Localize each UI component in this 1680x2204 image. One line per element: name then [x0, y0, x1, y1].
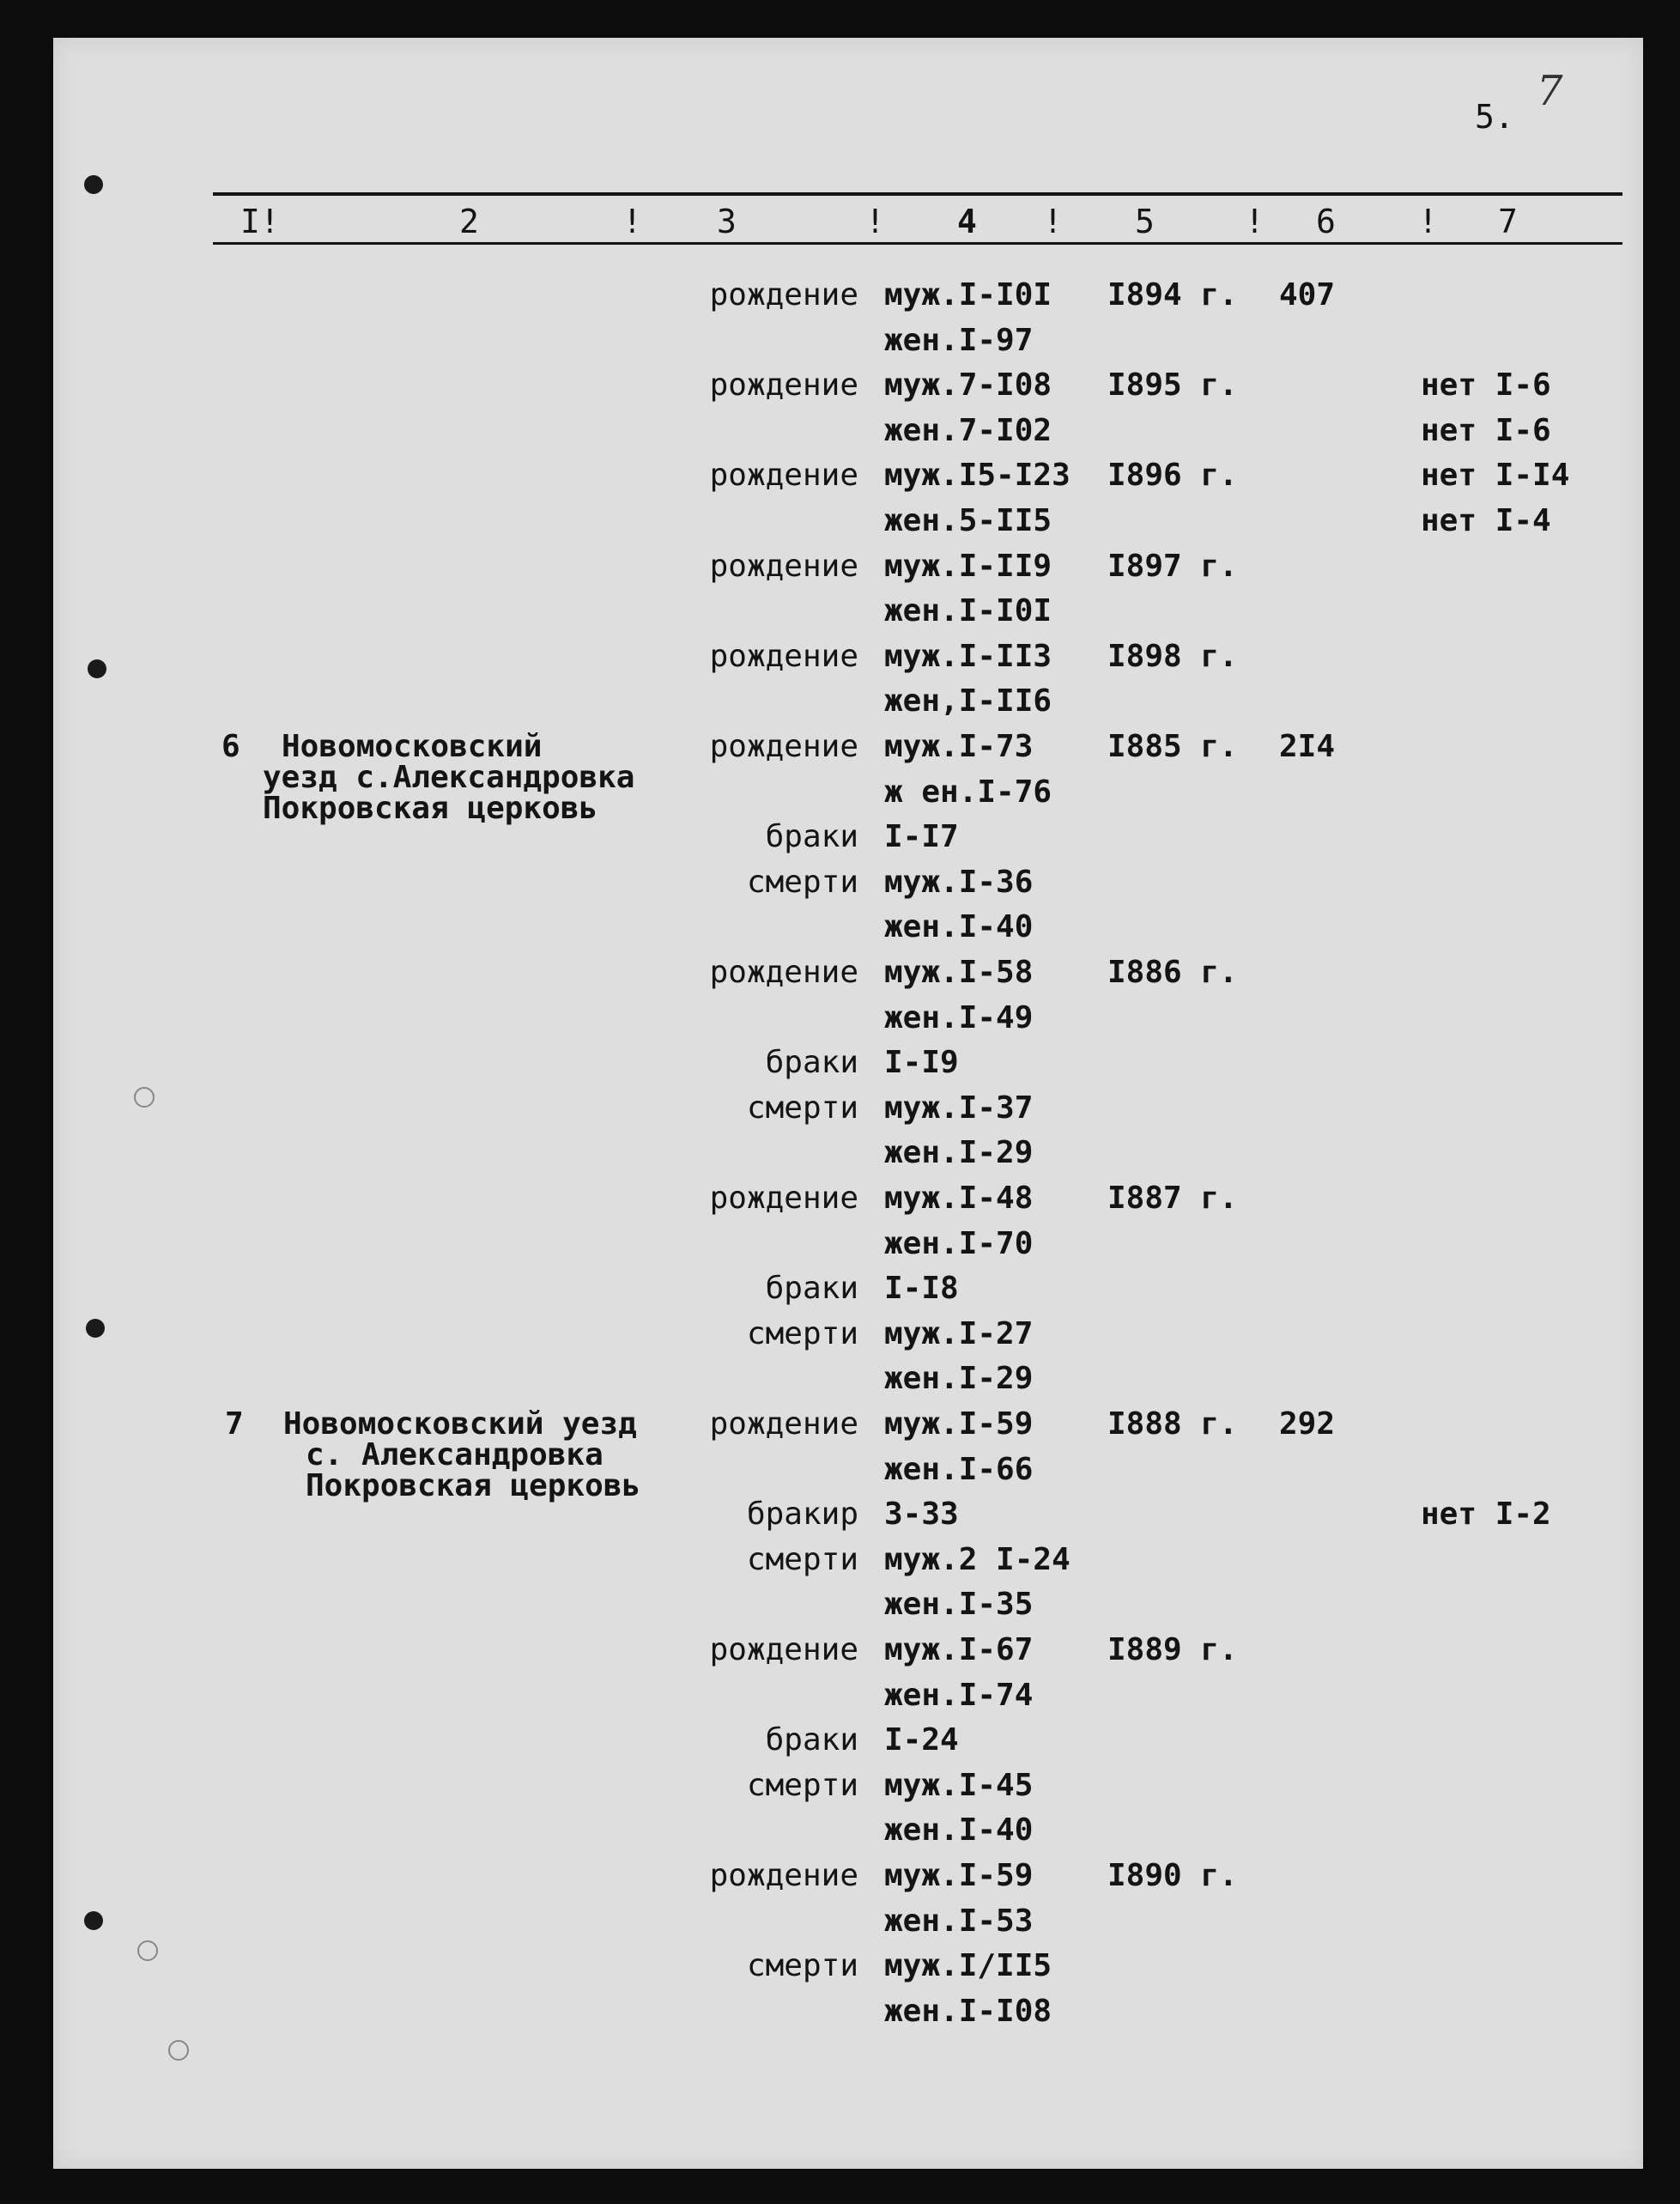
record-year: I897 г.: [1107, 548, 1238, 584]
col-header-sep: !: [1245, 203, 1265, 240]
record-count: муж.I-67: [884, 1632, 1034, 1667]
record-type: браки: [765, 1045, 858, 1081]
col-header-2: 2: [459, 203, 479, 240]
punch-hole: [84, 1911, 103, 1930]
col-header-sep: !: [1043, 203, 1063, 240]
record-type: рождение: [709, 277, 858, 313]
record-type: браки: [765, 1271, 858, 1307]
record-count: муж.I-73: [884, 729, 1034, 764]
record-count: муж.I-59: [884, 1858, 1034, 1893]
entry-number: 7: [225, 1406, 244, 1442]
record-count: I-I9: [884, 1045, 959, 1081]
handwritten-annotation: 7: [1537, 67, 1563, 115]
record-count: муж.I-45: [884, 1767, 1034, 1803]
total-count: 2I4: [1279, 729, 1336, 764]
header-rule-top: [213, 192, 1622, 196]
record-count: I-I8: [884, 1271, 959, 1307]
record-count: ж ен.I-76: [884, 774, 1052, 810]
record-type: рождение: [709, 729, 858, 764]
col-header-1: I!: [240, 203, 280, 240]
record-count: I-24: [884, 1722, 959, 1758]
record-count: муж.7-I08: [884, 367, 1052, 404]
record-count: 3-33: [884, 1497, 959, 1533]
punch-hole: [88, 659, 106, 678]
record-count: жен.I-66: [884, 1451, 1034, 1487]
parish-place-line: Покровская церковь: [263, 791, 598, 826]
record-count: муж.I-58: [884, 955, 1034, 990]
record-type: рождение: [709, 458, 858, 494]
col-header-sep: !: [1418, 203, 1438, 240]
record-count: муж.I-48: [884, 1181, 1034, 1216]
record-count: жен.I-29: [884, 1135, 1034, 1171]
record-count: жен.7-I02: [884, 412, 1052, 448]
record-type: рождение: [709, 1406, 858, 1442]
record-type: браки: [765, 819, 858, 855]
record-type: смерти: [746, 1767, 858, 1803]
record-count: жен.I-70: [884, 1225, 1034, 1261]
record-count: I-I7: [884, 819, 959, 855]
record-count: жен.I-49: [884, 999, 1034, 1035]
record-count: жен.I-74: [884, 1677, 1034, 1713]
record-count: жен.I-40: [884, 1812, 1034, 1849]
punch-hole: [84, 175, 103, 194]
record-count: жен.I-40: [884, 909, 1034, 945]
record-year: I885 г.: [1107, 729, 1238, 764]
record-count: муж.I-36: [884, 864, 1034, 900]
record-type: рождение: [709, 367, 858, 404]
parish-place-line: с. Александровка: [306, 1437, 603, 1472]
missing-note: нет I-2: [1421, 1497, 1551, 1533]
col-header-3: 3: [717, 203, 737, 240]
record-type: смерти: [746, 1090, 858, 1126]
col-header-sep: !: [865, 203, 885, 240]
punch-hole: [86, 1319, 105, 1338]
record-type: рождение: [709, 638, 858, 674]
record-count: жен.5-II5: [884, 503, 1052, 538]
record-count: муж.I-27: [884, 1315, 1034, 1351]
record-type: смерти: [746, 1315, 858, 1351]
record-type: смерти: [746, 1541, 858, 1577]
record-year: I894 г.: [1107, 277, 1238, 313]
record-year: I889 г.: [1107, 1632, 1238, 1667]
col-header-sep: !: [622, 203, 642, 240]
parish-place-line: Новомосковский: [282, 729, 543, 764]
record-type: бракир: [746, 1497, 858, 1533]
record-type: смерти: [746, 1948, 858, 1984]
record-count: муж.I-II9: [884, 548, 1052, 584]
record-type: рождение: [709, 1858, 858, 1893]
col-header-5: 5: [1135, 203, 1155, 240]
record-type: рождение: [709, 955, 858, 990]
missing-note: нет I-4: [1421, 503, 1551, 538]
record-count: муж.I-37: [884, 1090, 1034, 1126]
total-count: 407: [1279, 277, 1336, 313]
parish-place-line: Покровская церковь: [306, 1468, 641, 1503]
parish-place-line: Новомосковский уезд: [283, 1406, 637, 1442]
record-count: муж.2 I-24: [884, 1541, 1070, 1577]
record-year: I895 г.: [1107, 367, 1238, 404]
record-count: жен.I-I0I: [884, 593, 1052, 629]
record-count: жен.I-I08: [884, 1993, 1052, 2029]
missing-note: нет I-I4: [1421, 458, 1570, 494]
entry-number: 6: [221, 729, 240, 764]
record-count: жен.I-29: [884, 1361, 1034, 1397]
record-count: муж.I-II3: [884, 638, 1052, 674]
col-header-4: 4: [957, 203, 977, 240]
record-type: рождение: [709, 1632, 858, 1667]
record-type: рождение: [709, 1181, 858, 1216]
total-count: 292: [1279, 1406, 1336, 1442]
record-type: браки: [765, 1722, 858, 1758]
record-year: I898 г.: [1107, 638, 1238, 674]
punch-ring: [168, 2040, 189, 2061]
record-year: I888 г.: [1107, 1406, 1238, 1442]
record-count: муж.I5-I23: [884, 458, 1070, 494]
col-header-6: 6: [1316, 203, 1336, 240]
record-count: муж.I-59: [884, 1406, 1034, 1442]
record-count: жен.I-53: [884, 1903, 1034, 1939]
parish-place-line: уезд с.Александровка: [263, 760, 635, 795]
punch-ring: [137, 1940, 158, 1961]
record-year: I890 г.: [1107, 1858, 1238, 1893]
record-count: муж.I-I0I: [884, 277, 1052, 313]
record-year: I886 г.: [1107, 955, 1238, 990]
record-type: рождение: [709, 548, 858, 584]
record-year: I887 г.: [1107, 1181, 1238, 1216]
header-rule-bottom: [213, 242, 1622, 245]
record-count: муж.I/II5: [884, 1948, 1052, 1984]
record-count: жен.I-35: [884, 1587, 1034, 1623]
col-header-7: 7: [1498, 203, 1518, 240]
punch-ring: [134, 1087, 155, 1108]
missing-note: нет I-6: [1421, 367, 1551, 404]
record-count: жен,I-II6: [884, 683, 1052, 719]
record-type: смерти: [746, 864, 858, 900]
page-number: 5.: [1475, 98, 1514, 136]
record-year: I896 г.: [1107, 458, 1238, 494]
missing-note: нет I-6: [1421, 412, 1551, 448]
record-count: жен.I-97: [884, 322, 1034, 358]
